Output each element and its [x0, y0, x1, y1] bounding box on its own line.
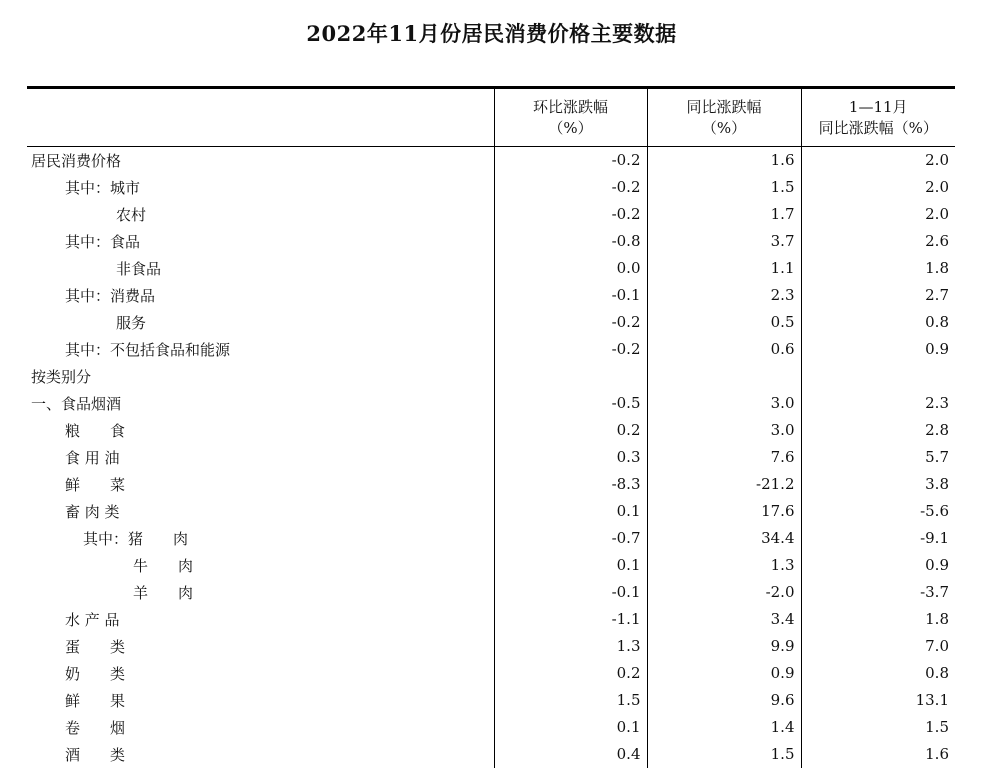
table-row [27, 255, 955, 282]
mom-value: 0.1 [494, 498, 647, 525]
mom-value: -0.7 [494, 525, 647, 552]
yoy-value: 17.6 [647, 498, 801, 525]
table-row [27, 525, 955, 552]
yoy-value: 1.7 [647, 201, 801, 228]
yoy-value: 0.6 [647, 336, 801, 363]
table-header-row [27, 88, 955, 147]
header-mom-label: 环比涨跌幅 [532, 97, 608, 116]
ytd-value: 5.7 [925, 448, 949, 466]
ytd-value: -5.6 [920, 502, 949, 520]
table-row [27, 741, 955, 768]
table-row [27, 147, 955, 174]
mom-value: -0.5 [494, 390, 647, 417]
ytd-value: 2.0 [925, 178, 949, 196]
row-label: 其中：不包括食品和能源 [27, 336, 494, 363]
table-row [27, 201, 955, 228]
mom-value: 1.3 [494, 633, 647, 660]
ytd-value: 7.0 [925, 637, 949, 655]
yoy-value: 9.6 [647, 687, 801, 714]
table-row [27, 633, 955, 660]
ytd-value: 2.7 [925, 286, 949, 304]
mom-value: -0.2 [494, 147, 647, 174]
row-label: 其中：猪 肉 [27, 525, 494, 552]
row-label: 服务 [27, 309, 494, 336]
yoy-value: 34.4 [647, 525, 801, 552]
row-label: 羊 肉 [27, 579, 494, 606]
header-mom-change [494, 88, 647, 147]
table-row [27, 687, 955, 714]
row-label: 食 用 油 [27, 444, 494, 471]
ytd-value: 0.9 [925, 340, 949, 358]
row-label: 非食品 [27, 255, 494, 282]
row-label: 其中：城市 [27, 174, 494, 201]
table-row [27, 363, 955, 390]
table-row [27, 174, 955, 201]
row-label: 鲜 菜 [27, 471, 494, 498]
row-label: 鲜 果 [27, 687, 494, 714]
mom-value: 0.4 [494, 741, 647, 768]
row-label: 居民消费价格 [27, 147, 494, 174]
ytd-value: 3.8 [925, 475, 949, 493]
header-yoy-unit: （%） [701, 118, 747, 137]
yoy-value: 0.9 [647, 660, 801, 687]
table-row [27, 579, 955, 606]
yoy-value: 1.3 [647, 552, 801, 579]
table-row [27, 471, 955, 498]
table-row [27, 606, 955, 633]
mom-value: 0.1 [494, 552, 647, 579]
ytd-value: 2.6 [925, 232, 949, 250]
mom-value: -0.1 [494, 282, 647, 309]
yoy-value: 2.3 [647, 282, 801, 309]
yoy-value: 3.7 [647, 228, 801, 255]
yoy-value: 3.4 [647, 606, 801, 633]
mom-value: 0.1 [494, 714, 647, 741]
table-row [27, 309, 955, 336]
row-label: 蛋 类 [27, 633, 494, 660]
ytd-value: 0.9 [925, 556, 949, 574]
table-row [27, 444, 955, 471]
yoy-value: 1.5 [647, 741, 801, 768]
table-row [27, 714, 955, 741]
yoy-value: 9.9 [647, 633, 801, 660]
yoy-value: 1.5 [647, 174, 801, 201]
header-item-name [27, 88, 494, 147]
header-ytd-change [801, 88, 955, 147]
table-body [27, 147, 955, 768]
mom-value: 0.0 [494, 255, 647, 282]
row-label: 卷 烟 [27, 714, 494, 741]
ytd-value: 2.0 [925, 205, 949, 223]
yoy-value: -21.2 [647, 471, 801, 498]
table-row [27, 498, 955, 525]
yoy-value: 7.6 [647, 444, 801, 471]
header-ytd-label: 同比涨跌幅（%） [818, 118, 938, 137]
mom-value: 0.3 [494, 444, 647, 471]
ytd-value: 1.5 [925, 718, 949, 736]
yoy-value: 1.6 [647, 147, 801, 174]
table-row [27, 336, 955, 363]
ytd-value: 1.8 [925, 259, 949, 277]
page-title: 2022年11月份居民消费价格主要数据 [306, 21, 677, 46]
yoy-value: -2.0 [647, 579, 801, 606]
ytd-value: -9.1 [920, 529, 949, 547]
ytd-value: -3.7 [920, 583, 949, 601]
yoy-value: 1.1 [647, 255, 801, 282]
mom-value: -0.1 [494, 579, 647, 606]
row-label: 其中：食品 [27, 228, 494, 255]
row-label: 牛 肉 [27, 552, 494, 579]
row-label: 粮 食 [27, 417, 494, 444]
row-label: 农村 [27, 201, 494, 228]
mom-value: -0.8 [494, 228, 647, 255]
mom-value: -0.2 [494, 309, 647, 336]
ytd-value: 0.8 [925, 664, 949, 682]
mom-value: -0.2 [494, 174, 647, 201]
row-label: 奶 类 [27, 660, 494, 687]
table-row [27, 390, 955, 417]
ytd-value: 2.3 [925, 394, 949, 412]
yoy-value [647, 363, 801, 390]
table-row [27, 228, 955, 255]
header-yoy-label: 同比涨跌幅 [686, 97, 762, 116]
ytd-value: 0.8 [925, 313, 949, 331]
mom-value: 0.2 [494, 417, 647, 444]
header-mom-unit: （%） [548, 118, 593, 137]
row-label: 酒 类 [27, 741, 494, 768]
header-ytd-period: 1—11月 [848, 97, 908, 116]
row-label: 一、食品烟酒 [27, 390, 494, 417]
ytd-value: 2.8 [925, 421, 949, 439]
header-yoy-change [647, 88, 801, 147]
table-row [27, 282, 955, 309]
ytd-value: 1.6 [925, 745, 949, 763]
mom-value [494, 363, 647, 390]
mom-value: -0.2 [494, 201, 647, 228]
mom-value: -0.2 [494, 336, 647, 363]
row-label: 按类别分 [27, 363, 494, 390]
ytd-value: 13.1 [915, 691, 949, 709]
mom-value: -8.3 [494, 471, 647, 498]
yoy-value: 3.0 [647, 417, 801, 444]
mom-value: 0.2 [494, 660, 647, 687]
mom-value: -1.1 [494, 606, 647, 633]
yoy-value: 0.5 [647, 309, 801, 336]
yoy-value: 3.0 [647, 390, 801, 417]
row-label: 水 产 品 [27, 606, 494, 633]
table-row [27, 552, 955, 579]
table-row [27, 417, 955, 444]
yoy-value: 1.4 [647, 714, 801, 741]
ytd-value: 1.8 [925, 610, 949, 628]
row-label: 畜 肉 类 [27, 498, 494, 525]
mom-value: 1.5 [494, 687, 647, 714]
table-row [27, 660, 955, 687]
ytd-value [801, 363, 955, 390]
ytd-value: 2.0 [925, 151, 949, 170]
cpi-data-table [27, 86, 955, 768]
row-label: 其中：消费品 [27, 282, 494, 309]
